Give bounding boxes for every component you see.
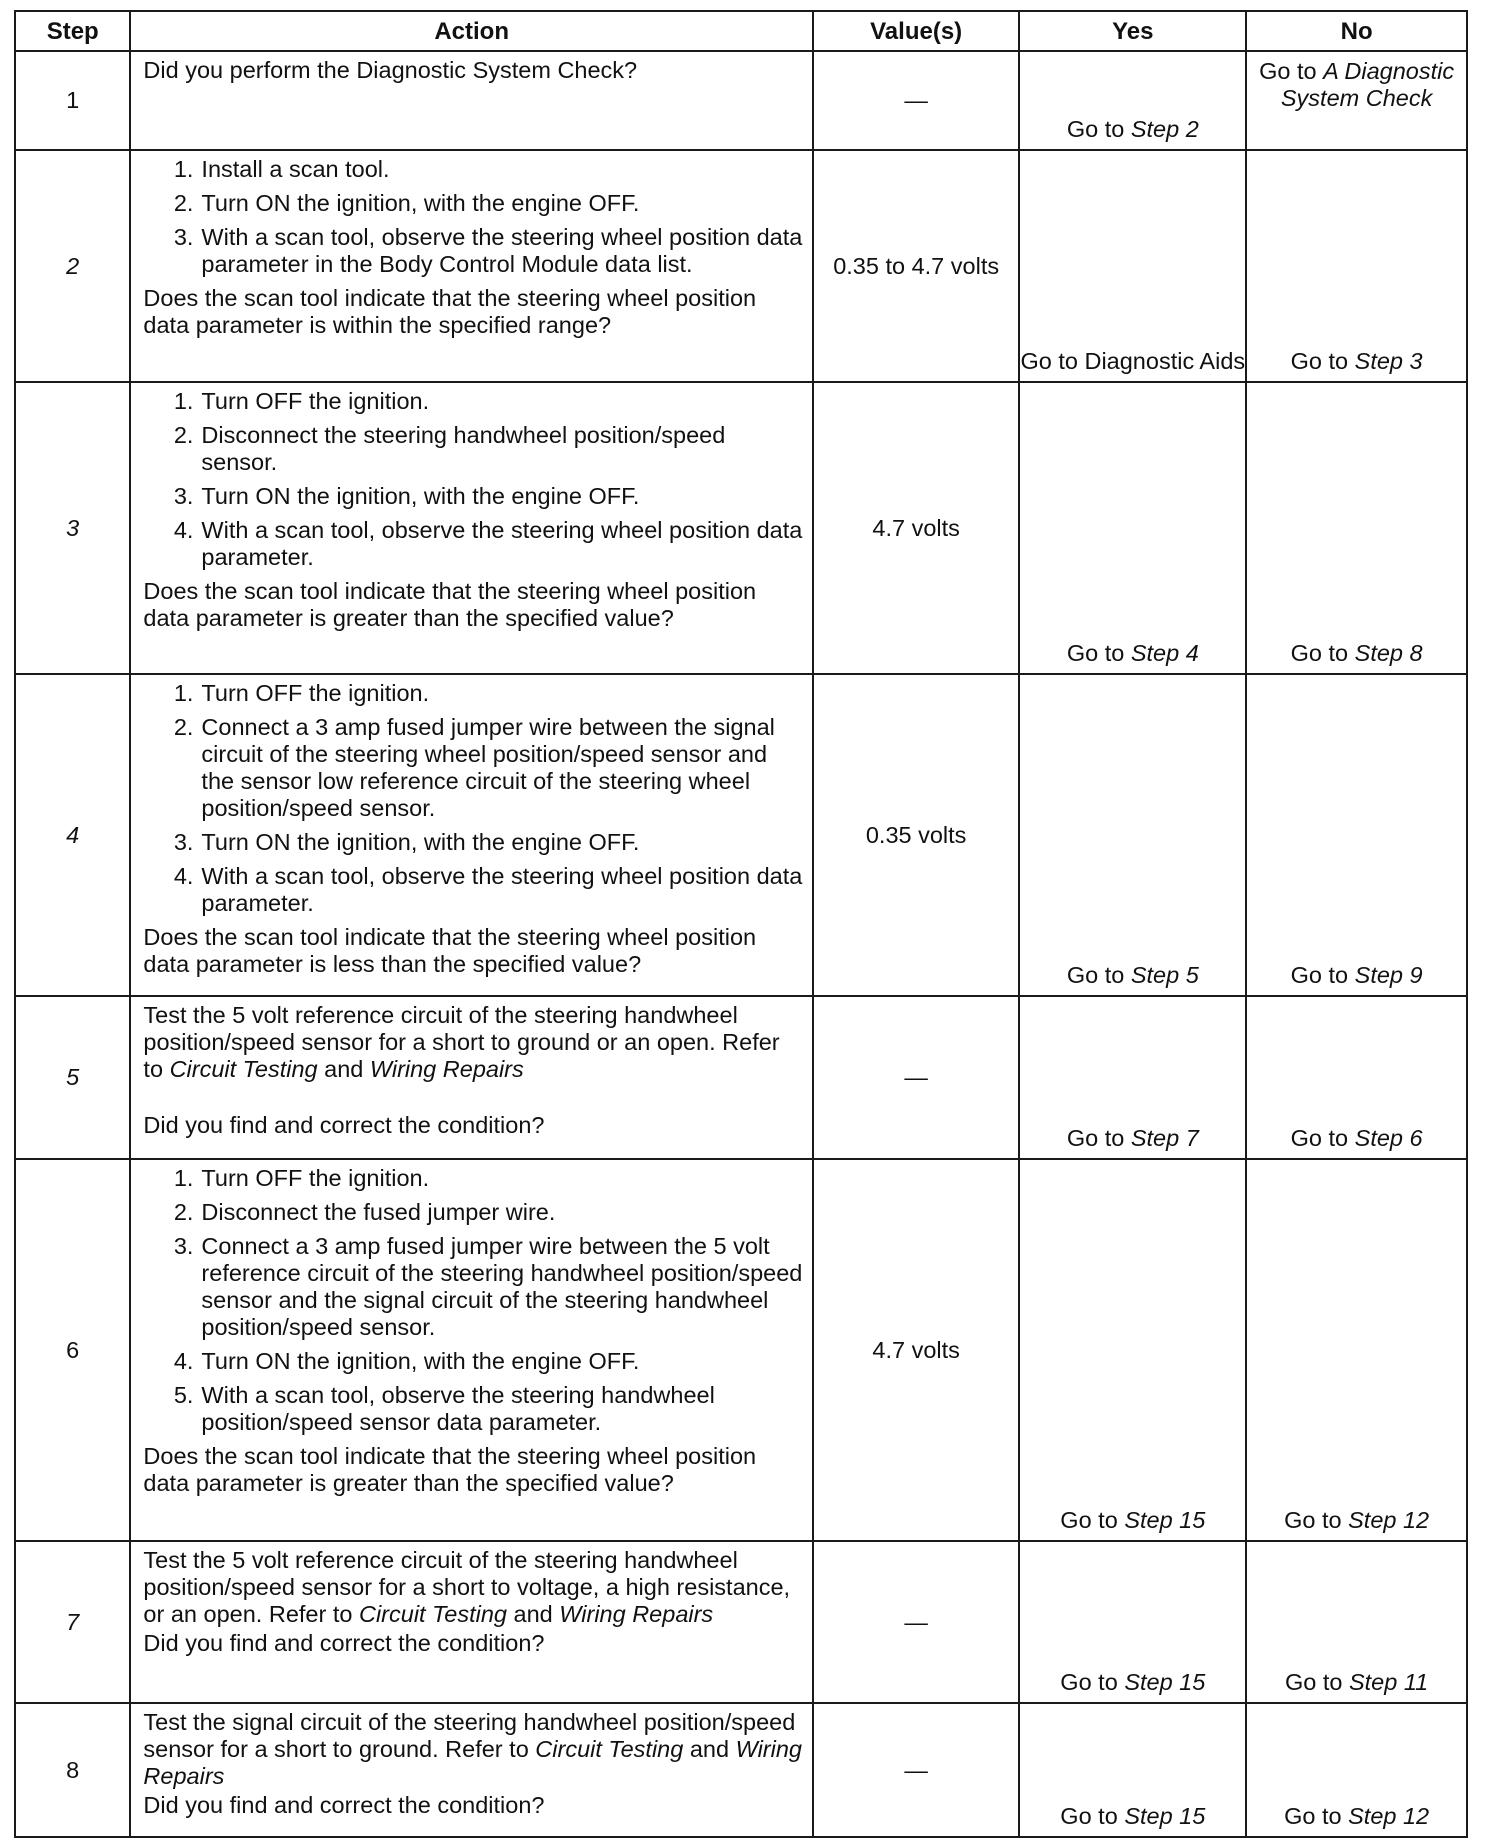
action-item: 4. With a scan tool, observe the steering wheel position data parameter. (173, 517, 803, 570)
yes-prefix: Go to (1060, 1507, 1125, 1533)
action-item: 1. Turn OFF the ignition. (173, 1165, 430, 1191)
yes-step-link[interactable]: Step 15 (1124, 1507, 1206, 1533)
action-item: 2. Disconnect the fused jumper wire. (173, 1199, 556, 1225)
step-row-1 (15, 51, 1467, 150)
action-list (143, 1165, 803, 1436)
no-step-link[interactable]: Step 11 (1348, 1669, 1429, 1695)
yes-step-link[interactable]: Step 2 (1130, 116, 1199, 142)
yes-step-link[interactable]: Step 5 (1130, 962, 1199, 988)
yes-step-link[interactable]: Step 15 (1124, 1803, 1206, 1829)
ref-circuit-testing[interactable]: Circuit Testing (358, 1601, 508, 1627)
no-cell (1246, 674, 1467, 996)
ref-wiring-repairs[interactable]: Wiring Repairs (369, 1056, 524, 1082)
action-question: Did you find and correct the condition? (143, 1112, 545, 1138)
action-item: 1. Turn OFF the ignition. (173, 680, 430, 706)
value-cell: — (813, 1703, 1020, 1837)
no-prefix: Go to (1284, 1803, 1349, 1829)
no-step-link[interactable]: Step 3 (1354, 348, 1423, 374)
step-number: 6 (15, 1159, 130, 1541)
no-cell (1246, 1703, 1467, 1837)
header-values: Value(s) (813, 11, 1020, 51)
header-yes: Yes (1019, 11, 1246, 51)
yes-step-link[interactable]: Step 7 (1130, 1125, 1199, 1151)
no-cell (1246, 996, 1467, 1159)
no-step-link[interactable]: Step 6 (1354, 1125, 1423, 1151)
action-question: Did you find and correct the condition? (143, 1792, 545, 1818)
action-cell (130, 996, 812, 1159)
yes-cell (1019, 382, 1246, 674)
action-question: Does the scan tool indicate that the steering wheel position data parameter is less than the specified value? (143, 924, 757, 977)
no-cell (1246, 150, 1467, 382)
no-prefix: Go to (1290, 962, 1355, 988)
action-cell (130, 1159, 812, 1541)
action-item: 4. With a scan tool, observe the steering wheel position data parameter. (173, 863, 803, 916)
no-prefix: Go to (1290, 640, 1355, 666)
header-step: Step (15, 11, 130, 51)
no-step-link[interactable]: Step 9 (1354, 962, 1423, 988)
action-item: 2. Turn ON the ignition, with the engine OFF. (173, 190, 640, 216)
action-cell (130, 150, 812, 382)
value-cell: 4.7 volts (813, 1159, 1020, 1541)
action-question: Does the scan tool indicate that the steering wheel position data parameter is within the specified range? (143, 285, 757, 338)
action-item: 4. Turn ON the ignition, with the engine OFF. (173, 1348, 640, 1374)
value-cell: 0.35 to 4.7 volts (813, 150, 1020, 382)
no-cell (1246, 51, 1467, 150)
action-item: 3. Turn ON the ignition, with the engine OFF. (173, 829, 640, 855)
value-cell: 0.35 volts (813, 674, 1020, 996)
action-item: 3. Turn ON the ignition, with the engine OFF. (173, 483, 640, 509)
value-cell: — (813, 51, 1020, 150)
yes-cell (1019, 1703, 1246, 1837)
no-cell (1246, 382, 1467, 674)
header-row (15, 11, 1467, 51)
action-item: 2. Connect a 3 amp fused jumper wire between the signal circuit of the steering wheel position/speed sensor and the sensor low reference circuit of the steering wheel position/speed sensor. (173, 714, 775, 821)
diagnostic-table (14, 10, 1468, 1838)
value-cell: 4.7 volts (813, 382, 1020, 674)
step-number: 2 (15, 150, 130, 382)
step-number: 7 (15, 1541, 130, 1703)
no-cell (1246, 1541, 1467, 1703)
yes-prefix: Go to (1060, 1803, 1125, 1829)
step-number: 8 (15, 1703, 130, 1837)
action-text: Test the 5 volt reference circuit of the steering handwheel position/speed sensor for a short to voltage, a high resistance, or an open. Refer to Circuit Testing and Wiring Repairs (143, 1547, 791, 1627)
header-no: No (1246, 11, 1467, 51)
step-number: 5 (15, 996, 130, 1159)
action-list (143, 680, 803, 917)
no-prefix: Go to (1290, 1125, 1355, 1151)
ref-circuit-testing[interactable]: Circuit Testing (169, 1056, 318, 1082)
no-prefix: Go to (1290, 348, 1355, 374)
no-step-link[interactable]: Step 12 (1348, 1803, 1430, 1829)
action-question: Did you find and correct the condition? (143, 1630, 545, 1656)
yes-prefix: Go to (1066, 1125, 1131, 1151)
yes-prefix: Go to (1066, 962, 1131, 988)
action-item: 1. Install a scan tool. (173, 156, 390, 182)
no-step-link[interactable]: Step 12 (1348, 1507, 1430, 1533)
action-text: Test the 5 volt reference circuit of the steering handwheel position/speed sensor for a short to ground or an open. Refer to Circuit Testing and Wiring Repairs (143, 1002, 780, 1082)
header-action: Action (130, 11, 812, 51)
action-question: Does the scan tool indicate that the steering wheel position data parameter is greater than the specified value? (143, 1443, 757, 1496)
yes-cell (1019, 674, 1246, 996)
action-cell (130, 51, 812, 150)
no-step-link[interactable]: Step 8 (1354, 640, 1423, 666)
action-item: 3. Connect a 3 amp fused jumper wire between the 5 volt reference circuit of the steering handwheel position/speed sensor and the signal circuit of the steering handwheel position/speed sensor. (173, 1233, 803, 1340)
action-cell (130, 674, 812, 996)
step-number: 1 (15, 51, 130, 150)
action-text: Test the signal circuit of the steering handwheel position/speed sensor for a short to ground. Refer to Circuit Testing and Wiring Repairs (143, 1709, 802, 1789)
step-row-4 (15, 674, 1467, 996)
no-prefix: Go to (1284, 1669, 1349, 1695)
no-step-link[interactable]: A Diagnostic System Check (1280, 58, 1455, 111)
ref-wiring-repairs[interactable]: Wiring Repairs (559, 1601, 714, 1627)
action-cell (130, 382, 812, 674)
step-row-6 (15, 1159, 1467, 1541)
action-cell (130, 1541, 812, 1703)
yes-cell (1019, 996, 1246, 1159)
action-list (143, 388, 803, 571)
action-question: Did you perform the Diagnostic System Check? (143, 57, 638, 83)
yes-step-link[interactable]: Go to Diagnostic Aids (1020, 348, 1246, 374)
no-prefix: Go to (1259, 58, 1324, 84)
step-row-7 (15, 1541, 1467, 1703)
yes-step-link[interactable]: Step 4 (1130, 640, 1199, 666)
value-cell: — (813, 1541, 1020, 1703)
yes-prefix: Go to (1066, 640, 1131, 666)
ref-circuit-testing[interactable]: Circuit Testing (535, 1736, 684, 1762)
value-cell: — (813, 996, 1020, 1159)
step-row-8 (15, 1703, 1467, 1837)
action-list (143, 156, 803, 278)
yes-step-link[interactable]: Step 15 (1124, 1669, 1206, 1695)
action-cell (130, 1703, 812, 1837)
yes-prefix: Go to (1060, 1669, 1125, 1695)
yes-cell (1019, 150, 1246, 382)
yes-cell (1019, 1159, 1246, 1541)
step-row-3 (15, 382, 1467, 674)
action-item: 3. With a scan tool, observe the steering wheel position data parameter in the Body Control Module data list. (173, 224, 803, 277)
step-row-5 (15, 996, 1467, 1159)
action-item: 5. With a scan tool, observe the steering handwheel position/speed sensor data parameter. (173, 1382, 715, 1435)
yes-cell (1019, 1541, 1246, 1703)
step-number: 3 (15, 382, 130, 674)
yes-cell (1019, 51, 1246, 150)
action-question: Does the scan tool indicate that the steering wheel position data parameter is greater than the specified value? (143, 578, 757, 631)
step-number: 4 (15, 674, 130, 996)
action-item: 1. Turn OFF the ignition. (173, 388, 430, 414)
no-prefix: Go to (1284, 1507, 1349, 1533)
no-cell (1246, 1159, 1467, 1541)
ref-wiring-repairs[interactable]: Wiring Repairs (143, 1736, 802, 1789)
action-item: 2. Disconnect the steering handwheel position/speed sensor. (173, 422, 726, 475)
step-row-2 (15, 150, 1467, 382)
yes-prefix: Go to (1066, 116, 1131, 142)
